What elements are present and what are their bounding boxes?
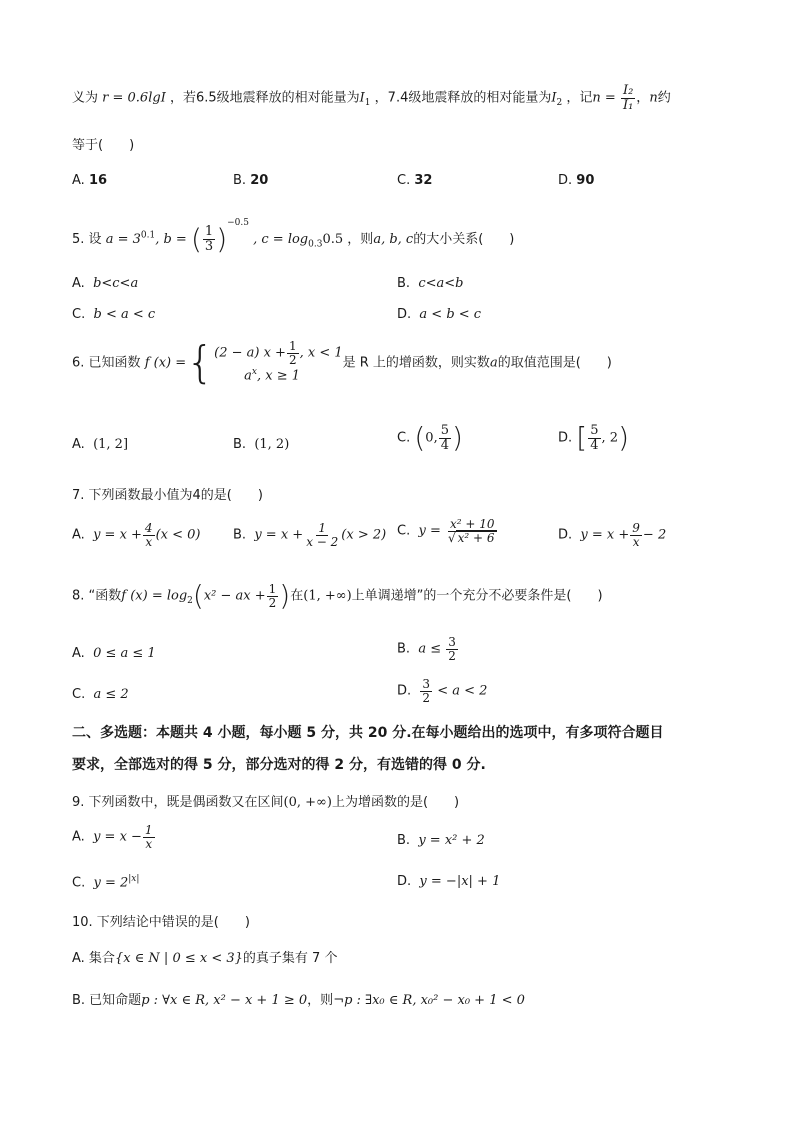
q10-option-b-a: B. 已知命题: [72, 993, 142, 1008]
q5-c-arg: 0.5: [322, 232, 344, 247]
q7-option-d-letter: D.: [558, 527, 573, 543]
q6-stem: [72, 337, 612, 388]
q7-option-b-letter: B.: [233, 527, 247, 543]
q9-option-b-letter: B.: [397, 833, 411, 848]
q10-option-a[interactable]: [72, 947, 337, 966]
q7-option-c-num: x² + 10: [450, 517, 495, 531]
q6-fx: f (x) =: [144, 355, 187, 371]
q9-option-a[interactable]: [72, 824, 156, 850]
q9-option-c-a: y = 2: [93, 875, 129, 891]
q8-base: 2: [187, 596, 193, 607]
q8-inner-fraction: [267, 583, 279, 609]
section2-heading-line1: 二、多选题：本题共 4 小题，每小题 5 分，共 20 分.在每小题给出的选项中，有多项符合题目: [72, 725, 664, 741]
q5-option-c-text: b < a < c: [93, 307, 156, 322]
q7-option-c-a: y =: [418, 523, 441, 539]
q6-option-c-close: ): [451, 421, 463, 455]
q7-option-b[interactable]: [233, 522, 386, 548]
q8-interval: (1, +∞): [303, 588, 352, 604]
q5-b-fraction: [203, 225, 215, 253]
q8-option-d-fraction: [420, 678, 432, 704]
q10-stem: 10. 下列结论中错误的是( ): [72, 915, 250, 930]
q5-text-b: ，则: [347, 232, 374, 247]
q6-a: a: [489, 355, 498, 371]
q8-text-b: 在: [290, 588, 304, 604]
q5-a-exp: 0.1: [140, 230, 156, 241]
q6-option-d-num: 5: [590, 423, 599, 438]
q4-text-b: ，若6.5级地震释放的相对能量为: [169, 90, 360, 106]
q6-option-c-fraction: [439, 424, 451, 452]
q6-piece1-fraction: [287, 340, 299, 366]
q4-option-d-letter: D.: [558, 173, 573, 188]
q4-option-b-letter: B.: [233, 173, 247, 188]
q6-option-d-letter: D.: [558, 430, 573, 446]
q10-option-b[interactable]: [72, 989, 525, 1008]
q4-text-d: ，记: [566, 90, 593, 106]
q7-option-c-fraction: [446, 518, 499, 544]
q5-text-a: 5. 设: [72, 232, 102, 247]
q4-option-c-letter: C.: [397, 173, 411, 188]
q4-line1: [72, 84, 671, 112]
q7-option-b-fraction: [304, 522, 340, 548]
q8-option-b-pre: a ≤: [418, 641, 442, 657]
q7-option-d-num: 9: [632, 521, 640, 535]
q9-option-d-letter: D.: [397, 874, 412, 889]
q4-formula-I: I: [160, 90, 166, 106]
q6-option-b-text: (1, 2): [254, 437, 290, 452]
q6-option-c-letter: C.: [397, 430, 411, 446]
q10-option-b-p: p : ∀x ∈ R, x² − x + 1 ≥ 0: [141, 993, 308, 1008]
q5-b-den: 3: [204, 239, 214, 254]
q7-option-a-a: y = x +: [93, 527, 142, 543]
q6-option-c-den: 4: [440, 437, 449, 453]
q7-option-b-b: (x > 2): [341, 527, 387, 543]
q9-option-c[interactable]: [72, 874, 139, 890]
q4-n: n: [649, 90, 658, 106]
q4-ratio-num: I₂: [622, 83, 634, 98]
q4-option-a[interactable]: [72, 173, 107, 188]
q5-option-a-letter: A.: [72, 276, 85, 291]
q8-text-a: 8. “函数: [72, 588, 122, 604]
q7-option-a-den: x: [145, 534, 153, 549]
q6-option-b[interactable]: [233, 437, 289, 452]
q8-inner-den: 2: [268, 595, 277, 610]
q8-text-c: 上单调递增”的一个充分不必要条件是( ): [351, 588, 603, 604]
q9-option-d[interactable]: [397, 874, 500, 889]
q6-option-a-letter: A.: [72, 437, 85, 452]
q7-option-c-den-wrap: √ x² + 6: [448, 530, 495, 545]
q6-piece2-b: , x ≥ 1: [256, 368, 301, 384]
q6-piece1-b: , x < 1: [299, 345, 343, 361]
q7-option-c-letter: C.: [397, 523, 411, 539]
q7-option-d[interactable]: [558, 522, 666, 548]
q7-option-a-num: 4: [144, 521, 153, 535]
q5-open-paren: (: [190, 222, 202, 256]
q4-option-a-text: 16: [88, 173, 108, 188]
q6-text-a: 6. 已知函数: [72, 355, 141, 371]
q6-piece1-den: 2: [288, 352, 297, 367]
q7-option-a-letter: A.: [72, 527, 85, 543]
q4-option-c[interactable]: [397, 173, 432, 188]
q6-option-d-open: [: [576, 421, 588, 455]
q4-I1: I: [359, 90, 365, 106]
q6-piece1: [214, 340, 342, 366]
q6-option-d[interactable]: [558, 421, 629, 455]
q6-option-d-post: , 2: [601, 430, 619, 446]
q5-b-exp: −0.5: [227, 218, 249, 228]
q5-c-eq: , c = log: [253, 232, 309, 247]
q7-option-a-fraction: [143, 522, 155, 548]
q9-option-c-letter: C.: [72, 875, 86, 891]
q9-option-a-a: y = x −: [93, 829, 142, 845]
q9-text-a: 9. 下列函数中，既是偶函数又在区间: [72, 795, 284, 810]
q7-option-c[interactable]: [397, 518, 500, 544]
q8-option-a-text: 0 ≤ a ≤ 1: [93, 646, 156, 661]
q4-text-f: 约: [657, 90, 671, 106]
q8-option-c-letter: C.: [72, 687, 86, 702]
q6-piece1-num: 1: [288, 339, 297, 353]
q6-option-c[interactable]: [397, 421, 463, 455]
q8-option-d-den: 2: [422, 690, 431, 705]
q8-option-d-post: < a < 2: [437, 683, 488, 699]
q5-option-d-letter: D.: [397, 307, 412, 322]
q7-option-a[interactable]: [72, 522, 200, 548]
q8-option-b[interactable]: [397, 636, 459, 662]
q8-option-a[interactable]: [72, 646, 156, 661]
q5-a-eq: a = 3: [105, 232, 141, 247]
q4-ratio-fraction: [621, 84, 635, 112]
q4-I2-sub: 2: [556, 98, 563, 109]
q8-option-b-fraction: [446, 636, 458, 662]
q9-stem: [72, 791, 459, 810]
q6-option-d-fraction: [588, 424, 600, 452]
q5-vars: a, b, c: [373, 232, 414, 247]
q5-option-c-letter: C.: [72, 307, 86, 322]
q7-option-c-den: x² + 6: [457, 530, 495, 545]
q4-option-a-letter: A.: [72, 173, 85, 188]
q8-option-d-num: 3: [422, 677, 431, 691]
q8-option-b-letter: B.: [397, 641, 411, 657]
q10-option-a-a: A. 集合: [72, 951, 115, 966]
q7-option-b-a: y = x +: [254, 527, 304, 543]
q8-option-d[interactable]: [397, 678, 487, 704]
q6-piecewise: [214, 340, 342, 386]
q7-option-d-a: y = x +: [580, 527, 630, 543]
q9-option-a-den: x: [145, 836, 153, 851]
q9-option-a-letter: A.: [72, 829, 85, 845]
q5-close-paren: ): [216, 222, 228, 256]
q6-option-c-open: (: [414, 421, 426, 455]
q6-option-a-text: (1, 2]: [93, 437, 129, 452]
section2-heading-line2: 要求，全部选对的得 5 分，部分选对的得 2 分，有选错的得 0 分.: [72, 757, 486, 773]
q5-stem: [72, 218, 514, 254]
q7-option-a-b: (x < 0): [155, 527, 201, 543]
q10-option-a-set: {x ∈ N | 0 ≤ x < 3}: [114, 951, 243, 966]
q6-option-c-pre: 0,: [425, 430, 438, 446]
q9-option-b-text: y = x² + 2: [418, 833, 485, 848]
q9-option-d-text: y = −|x| + 1: [419, 874, 501, 889]
q6-piece2-base: a: [244, 368, 252, 384]
q8-option-c[interactable]: [72, 687, 129, 702]
q5-b-eq: , b =: [155, 232, 187, 247]
q6-piece2-exp: x: [251, 367, 257, 378]
q9-option-b[interactable]: [397, 833, 485, 848]
q9-option-a-fraction: [143, 824, 155, 850]
q4-n-eq: n =: [592, 90, 616, 106]
q5-option-d-text: a < b < c: [419, 307, 482, 322]
q4-option-d-text: 90: [576, 173, 595, 188]
q9-option-c-exp: |x|: [128, 874, 140, 884]
q5-option-d[interactable]: [397, 307, 481, 322]
q8-inner-a: x² − ax +: [203, 588, 266, 604]
q4-option-c-text: 32: [414, 173, 433, 188]
q5-option-a-text: b<c<a: [93, 276, 139, 291]
q5-option-b-text: c<a<b: [418, 276, 464, 291]
q6-option-d-close: ): [618, 421, 629, 455]
q5-option-c[interactable]: [72, 307, 155, 322]
q4-formula-r: r = 0.6lg: [102, 90, 161, 106]
q8-option-d-letter: D.: [397, 683, 412, 699]
q7-option-d-b: − 2: [642, 527, 667, 543]
q4-text-a: 义为: [72, 90, 99, 106]
q5-option-a[interactable]: [72, 276, 138, 291]
q6-text-c: 的取值范围是( ): [497, 355, 612, 371]
q4-I2: I: [551, 90, 557, 106]
q7-option-b-den: x − 2: [306, 534, 339, 549]
q6-option-d-den: 4: [590, 437, 599, 453]
q8-close-paren: ): [279, 579, 291, 612]
q6-left-brace: {: [186, 337, 215, 388]
q6-option-c-num: 5: [440, 423, 449, 438]
q6-option-b-letter: B.: [233, 437, 247, 452]
q7-option-b-num: 1: [318, 521, 327, 535]
q6-text-b: 是 R 上的增函数，则实数: [342, 355, 490, 371]
q8-open-paren: (: [192, 579, 204, 612]
q4-ratio-den: I₁: [622, 97, 634, 113]
q10-option-b-b: ，则: [307, 993, 334, 1008]
q10-option-a-b: 的真子集有 7 个: [242, 951, 338, 966]
q9-interval: (0, +∞): [283, 795, 332, 810]
q9-text-b: 上为增函数的是( ): [331, 795, 460, 810]
q5-text-c: 的大小关系( ): [413, 232, 515, 247]
q7-option-d-den: x: [632, 534, 640, 549]
q8-option-b-den: 2: [448, 648, 456, 663]
q8-option-c-text: a ≤ 2: [93, 687, 129, 702]
q8-inner-num: 1: [268, 581, 277, 596]
q5-c-base: 0.3: [308, 239, 323, 250]
q8-option-b-num: 3: [448, 635, 456, 649]
q5-b-num: 1: [204, 224, 214, 240]
q7-option-d-fraction: [630, 522, 642, 548]
q8-fx: f (x) = log: [121, 588, 188, 604]
q4-line2: 等于( ): [72, 138, 135, 153]
q5-option-b-letter: B.: [397, 276, 411, 291]
q4-option-d[interactable]: [558, 173, 594, 188]
q4-text-c: ，7.4级地震释放的相对能量为: [374, 90, 552, 106]
q4-text-e: ，: [636, 90, 650, 106]
q4-I1-sub: 1: [364, 98, 371, 109]
q4-option-b-text: 20: [250, 173, 269, 188]
q4-option-b[interactable]: [233, 173, 268, 188]
q8-option-a-letter: A.: [72, 646, 85, 661]
q6-option-a[interactable]: [72, 437, 128, 452]
q5-option-b[interactable]: [397, 276, 463, 291]
q9-option-a-num: 1: [144, 823, 153, 837]
q10-option-b-np: ¬p : ∃x₀ ∈ R, x₀² − x₀ + 1 < 0: [333, 993, 525, 1008]
q8-stem: [72, 579, 603, 612]
q6-piece1-a: (2 − a) x +: [214, 345, 286, 361]
q7-stem: 7. 下列函数最小值为4的是( ): [72, 488, 263, 503]
q6-piece2: [214, 366, 342, 386]
